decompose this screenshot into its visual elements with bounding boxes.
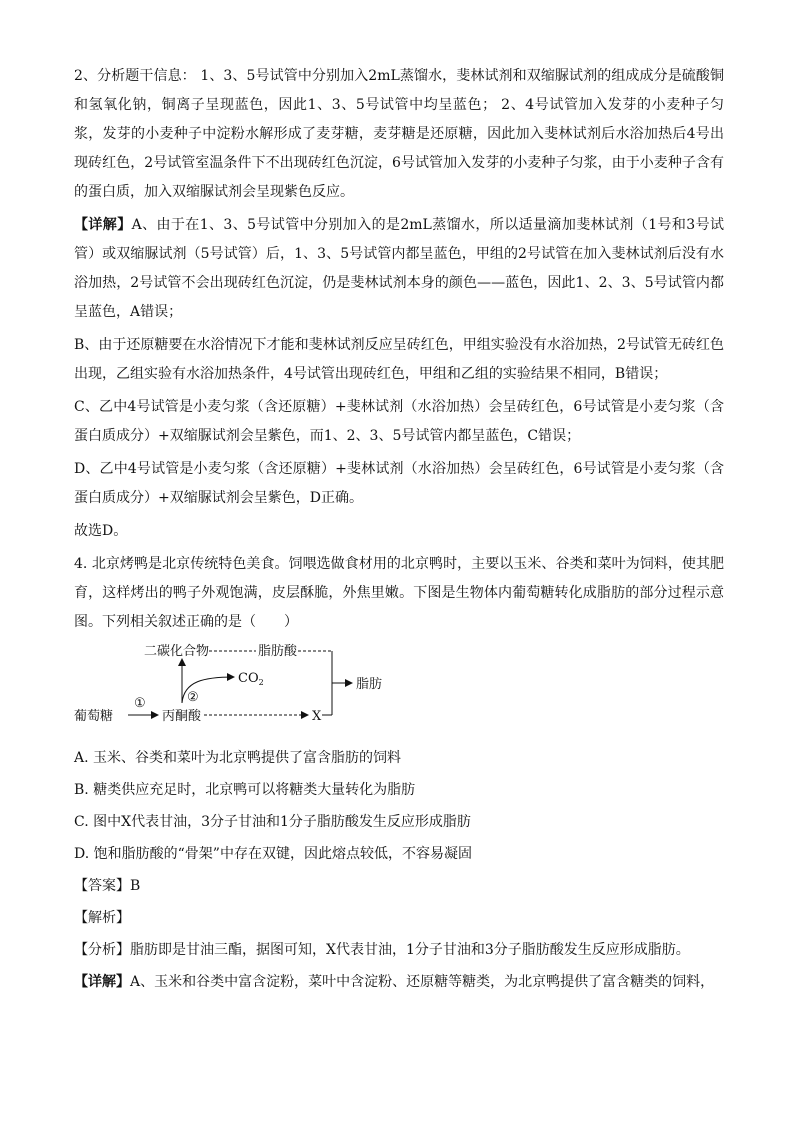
q4-stem: 4. 北京烤鸭是北京传统特色美食。饲喂选做食材用的北京鸭时，主要以玉米、谷类和菜叶为饲料，使其肥育，这样烤出的鸭子外观饱满，皮层酥脆，外焦里嫩。下图是生物体内葡萄糖转化成脂肪的部分过程示意图。下列相关叙述正确的是（ ） [74,556,724,630]
q4-detail-a [74,966,724,998]
label-co2: $CO_2$ [238,671,264,687]
q3-detail-b: B、由于还原糖要在水浴情况下才能和斐林试剂反应呈砖红色，甲组实验没有水浴加热，2号试管无砖红色出现，乙组实验有水浴加热条件，4号试管出现砖红色，甲组和乙组的实验结果不相同，B错误； [74,337,724,382]
glucose-to-fat-diagram [74,641,404,736]
q3-detail-a [74,211,724,327]
label-pyruvate: 丙酮酸 [162,709,202,724]
detail-tag: 【详解】 [74,974,130,990]
q3-detail-a-text: A、由于在1、3、5号试管中分别加入的是2mL蒸馏水，所以适量滴加斐林试剂（1号和3号试管）或双缩脲试剂（5号试管）后，1、3、5号试管内都呈蓝色，甲组的2号试管在加入斐林试剂后没有水浴加热，2号试管不会出现砖红色沉淀，仍是斐林试剂本身的颜色——蓝色，因此1、2、3、5号试管内都呈蓝色，A错误； [74,217,725,320]
label-step-1: ① [134,696,146,711]
q3-conclusion: 故选D。 [74,523,128,539]
q4-answer: 【答案】B [74,878,141,894]
label-glucose: 葡萄糖 [74,709,114,724]
q4-option-a: A. 玉米、谷类和菜叶为北京鸭提供了富含脂肪的饲料 [74,750,402,766]
q3-detail-c: C、乙中4号试管是小麦匀浆（含还原糖）+斐林试剂（水浴加热）会呈砖红色，6号试管是小麦匀浆（含蛋白质成分）+双缩脲试剂会呈紫色，而1、2、3、5号试管内都呈蓝色，C错误； [74,399,724,444]
diagram-svg [74,641,404,736]
q4-option-d: D. 饱和脂肪酸的“骨架”中存在双键，因此熔点较低，不容易凝固 [74,846,472,862]
q4-option-c: C. 图中X代表甘油，3分子甘油和1分子脂肪酸发生反应形成脂肪 [74,814,471,830]
label-x: X [312,709,322,724]
q4-analysis-tag: 【解析】 [74,910,130,926]
label-two-carbon-compound: 二碳化合物 [144,644,210,659]
label-fatty-acid: 脂肪酸 [258,644,298,659]
label-step-2: ② [187,690,199,705]
q4-detail-a-text: A、玉米和谷类中富含淀粉，菜叶中含淀粉、还原糖等糖类，为北京鸭提供了富含糖类的饲料， [130,974,715,990]
detail-tag: 【详解】 [74,217,132,233]
q4-option-b: B. 糖类供应充足时，北京鸭可以将糖类大量转化为脂肪 [74,782,416,798]
document-page [74,62,724,998]
label-fat: 脂肪 [356,677,383,692]
q3-detail-d: D、乙中4号试管是小麦匀浆（含还原糖）+斐林试剂（水浴加热）会呈砖红色，6号试管是小麦匀浆（含蛋白质成分）+双缩脲试剂会呈紫色，D正确。 [74,461,724,506]
q2-analysis-paragraph: 2、分析题干信息： 1、3、5号试管中分别加入2mL蒸馏水，斐林试剂和双缩脲试剂的组成成分是硫酸铜和氢氧化钠，铜离子呈现蓝色，因此1、3、5号试管中均呈蓝色； 2、4号试管加入发芽的小麦种子匀浆，发芽的小麦种子中淀粉水解形成了麦芽糖，麦芽糖是还原糖，因此加入斐林试剂后水浴加热后4号出现砖红色，2号试管室温条件下不出现砖红色沉淀，6号试管加入发芽的小麦种子匀浆，由于小麦种子含有的蛋白质，加入双缩脲试剂会呈现紫色反应。 [74,68,724,200]
q4-analysis: 【分析】脂肪即是甘油三酯，据图可知，X代表甘油，1分子甘油和3分子脂肪酸发生反应形成脂肪。 [74,942,690,958]
